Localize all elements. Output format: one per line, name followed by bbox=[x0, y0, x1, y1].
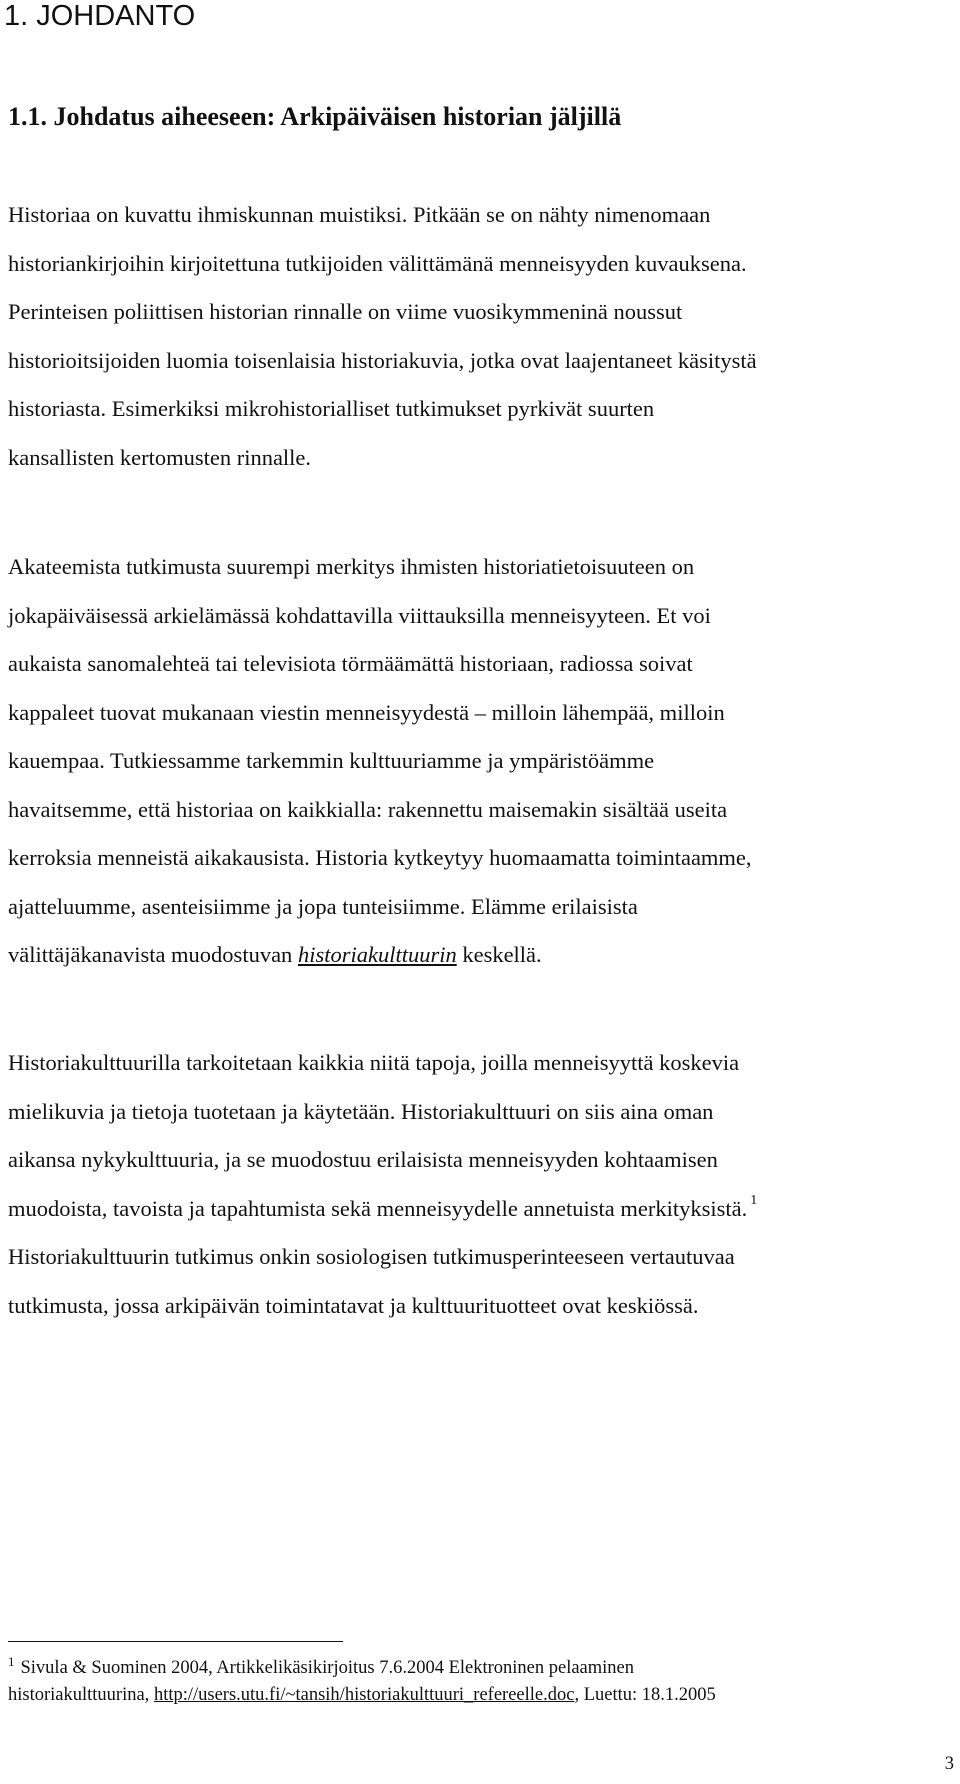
paragraph-line: jokapäiväisessä arkielämässä kohdattavilla viittauksilla menneisyyteen. Et voi bbox=[8, 602, 711, 628]
paragraph-line: Akateemista tutkimusta suurempi merkitys ihmisten historiatietoisuuteen on bbox=[8, 554, 695, 579]
emphasized-term: historiakulttuurin bbox=[297, 942, 457, 967]
footnote-text: , Luettu: 18.1.2005 bbox=[574, 1685, 716, 1705]
paragraph-line bbox=[8, 931, 948, 980]
line-text: keskellä. bbox=[456, 942, 542, 967]
footnote-text: Sivula & Suominen 2004, Artikkelikäsikirjoitus 7.6.2004 Elektroninen pelaaminen bbox=[20, 1658, 635, 1678]
paragraph-line: kauempaa. Tutkiessamme tarkemmin kulttuuriamme ja ympäristöämme bbox=[8, 748, 655, 773]
paragraph-line: ajatteluumme, asenteisiimme ja jopa tunteisiimme. Elämme erilaisista bbox=[8, 893, 638, 919]
paragraph-line: Historiaa on kuvattu ihmiskunnan muistiksi. Pitkään se on nähty nimenomaan bbox=[8, 202, 711, 227]
paragraph-line: historiasta. Esimerkiksi mikrohistorialliset tutkimukset pyrkivät suurten bbox=[8, 396, 655, 421]
footnote-text: historiakulttuurina, bbox=[8, 1685, 154, 1705]
paragraph-2 bbox=[8, 543, 948, 980]
paragraph-line: aukaista sanomalehteä tai televisiota törmäämättä historiaan, radiossa soivat bbox=[8, 651, 693, 676]
paragraph-line: aikansa nykykulttuuria, ja se muodostuu erilaisista menneisyyden kohtaamisen bbox=[8, 1147, 718, 1172]
paragraph-line: havaitsemme, että historiaa on kaikkialla: rakennettu maisemakin sisältää useita bbox=[8, 796, 728, 822]
paragraph-line: kappaleet tuovat mukanaan viestin menneisyydestä – milloin lähempää, milloin bbox=[8, 699, 725, 725]
paragraph-1 bbox=[8, 191, 948, 482]
footnote-line bbox=[8, 1655, 948, 1682]
footnote-link[interactable]: http://users.utu.fi/~tansih/historiakulttuuri_refereelle.doc bbox=[153, 1685, 575, 1705]
paragraph-line: mielikuvia ja tietoja tuotetaan ja käytetään. Historiakulttuuri on siis aina oman bbox=[8, 1098, 714, 1124]
paragraph-line: Historiakulttuurin tutkimus onkin sosiologisen tutkimusperinteeseen vertautuvaa bbox=[8, 1244, 735, 1269]
line-text: muodoista, tavoista ja tapahtumista sekä menneisyydelle annetuista merkityksistä. bbox=[8, 1195, 748, 1221]
paragraph-line: tutkimusta, jossa arkipäivän toimintatavat ja kulttuurituotteet ovat keskiössä. bbox=[8, 1292, 699, 1318]
paragraph-line: historioitsijoiden luomia toisenlaisia historiakuvia, jotka ovat laajentaneet käsitystä bbox=[8, 347, 757, 373]
footnote-divider bbox=[8, 1641, 343, 1642]
chapter-heading: 1. JOHDANTO bbox=[4, 0, 196, 32]
footnote-reference: 1 bbox=[750, 1192, 758, 1208]
footnote-line bbox=[8, 1682, 948, 1709]
line-text: välittäjäkanavista muodostuvan bbox=[8, 942, 298, 967]
page-number: 3 bbox=[944, 1754, 954, 1774]
paragraph-line: kerroksia menneistä aikakausista. Historia kytkeytyy huomaamatta toimintaamme, bbox=[8, 845, 752, 870]
section-heading: 1.1. Johdatus aiheeseen: Arkipäiväisen historian jäljillä bbox=[8, 102, 622, 131]
paragraph-line: kansallisten kertomusten rinnalle. bbox=[8, 444, 312, 470]
paragraph-line: Historiakulttuurilla tarkoitetaan kaikkia niitä tapoja, joilla menneisyyttä koskevia bbox=[8, 1050, 740, 1075]
paragraph-line: Perinteisen poliittisen historian rinnalle on viime vuosikymmeninä noussut bbox=[8, 299, 683, 324]
paragraph-line bbox=[8, 1185, 948, 1234]
paragraph-3 bbox=[8, 1039, 948, 1330]
footnote bbox=[8, 1655, 948, 1709]
footnote-marker: 1 bbox=[8, 1654, 15, 1669]
paragraph-line: historiankirjoihin kirjoitettuna tutkijoiden välittämänä menneisyyden kuvauksena. bbox=[8, 250, 747, 276]
